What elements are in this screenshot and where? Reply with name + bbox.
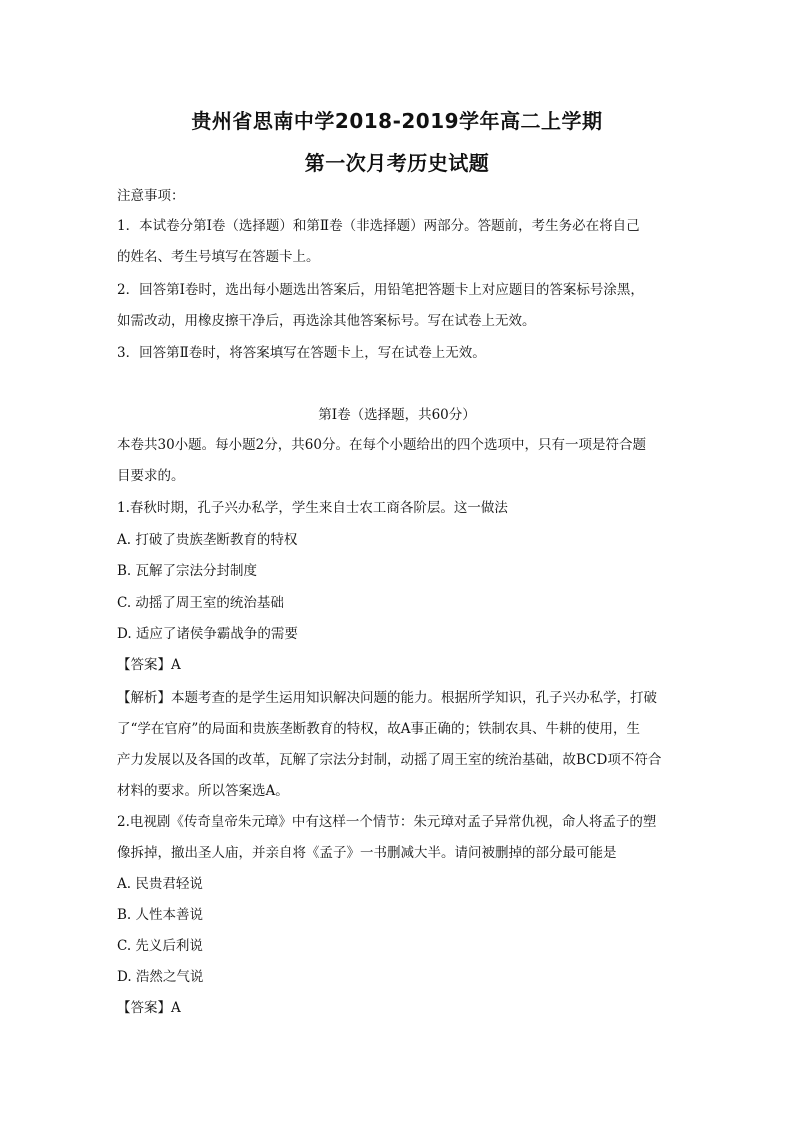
question-2-option-c: C. 先义后利说 [117,938,203,954]
section-intro-line2: 目要求的。 [117,468,185,484]
question-1-option-d: D. 适应了诸侯争霸战争的需要 [117,626,298,642]
question-2-answer: 【答案】A [117,1000,181,1016]
exam-title-line1: 贵州省思南中学2018-2019学年高二上学期 [191,109,603,133]
notice-heading: 注意事项： [117,188,185,204]
notice-item-2-line2: 如需改动，用橡皮擦干净后，再选涂其他答案标号。写在试卷上无效。 [117,313,536,329]
question-2-option-d: D. 浩然之气说 [117,969,204,985]
question-2-option-a: A. 民贵君轻说 [117,876,203,892]
question-2-stem-line1: 2.电视剧《传奇皇帝朱元璋》中有这样一个情节：朱元璋对孟子异常仇视，命人将孟子的塑 [117,814,657,830]
question-1-analysis-line1: 【解析】本题考查的是学生运用知识解决问题的能力。根据所学知识，孔子兴办私学，打破 [117,690,657,706]
notice-item-2-line1: 2．回答第Ⅰ卷时，选出每小题选出答案后，用铅笔把答题卡上对应题目的答案标号涂黑， [117,282,644,298]
question-1-answer: 【答案】A [117,657,181,673]
question-1-option-c: C. 动摇了周王室的统治基础 [117,595,284,611]
notice-item-1-line1: 1．本试卷分第Ⅰ卷（选择题）和第Ⅱ卷（非选择题）两部分。答题前，考生务必在将自己 [117,218,640,234]
exam-title-line2: 第一次月考历史试题 [304,151,490,175]
question-2-option-b: B. 人性本善说 [117,907,204,923]
question-1-analysis-line3: 产力发展以及各国的改革，瓦解了宗法分封制，动摇了周王室的统治基础，故BCD项不符合 [117,752,662,768]
question-1-option-a: A. 打破了贵族垄断教育的特权 [117,532,298,548]
question-1-stem: 1.春秋时期，孔子兴办私学，学生来自士农工商各阶层。这一做法 [117,500,508,516]
question-1-option-b: B. 瓦解了宗法分封制度 [117,563,258,579]
notice-item-1-line2: 的姓名、考生号填写在答题卡上。 [117,249,320,265]
question-1-analysis-line2: 了“学在官府”的局面和贵族垄断教育的特权，故A事正确的；铁制农具、牛耕的使用，生 [117,721,641,737]
section-heading: 第Ⅰ卷（选择题，共60分） [318,407,476,423]
question-2-stem-line2: 像拆掉，撤出圣人庙，并亲自将《孟子》一书删减大半。请问被删掉的部分最可能是 [117,845,617,861]
notice-item-3: 3．回答第Ⅱ卷时，将答案填写在答题卡上，写在试卷上无效。 [117,345,486,361]
question-1-analysis-line4: 材料的要求。所以答案选A。 [117,783,289,799]
section-intro-line1: 本卷共30小题。每小题2分，共60分。在每个小题给出的四个选项中，只有一项是符合题 [117,437,646,453]
